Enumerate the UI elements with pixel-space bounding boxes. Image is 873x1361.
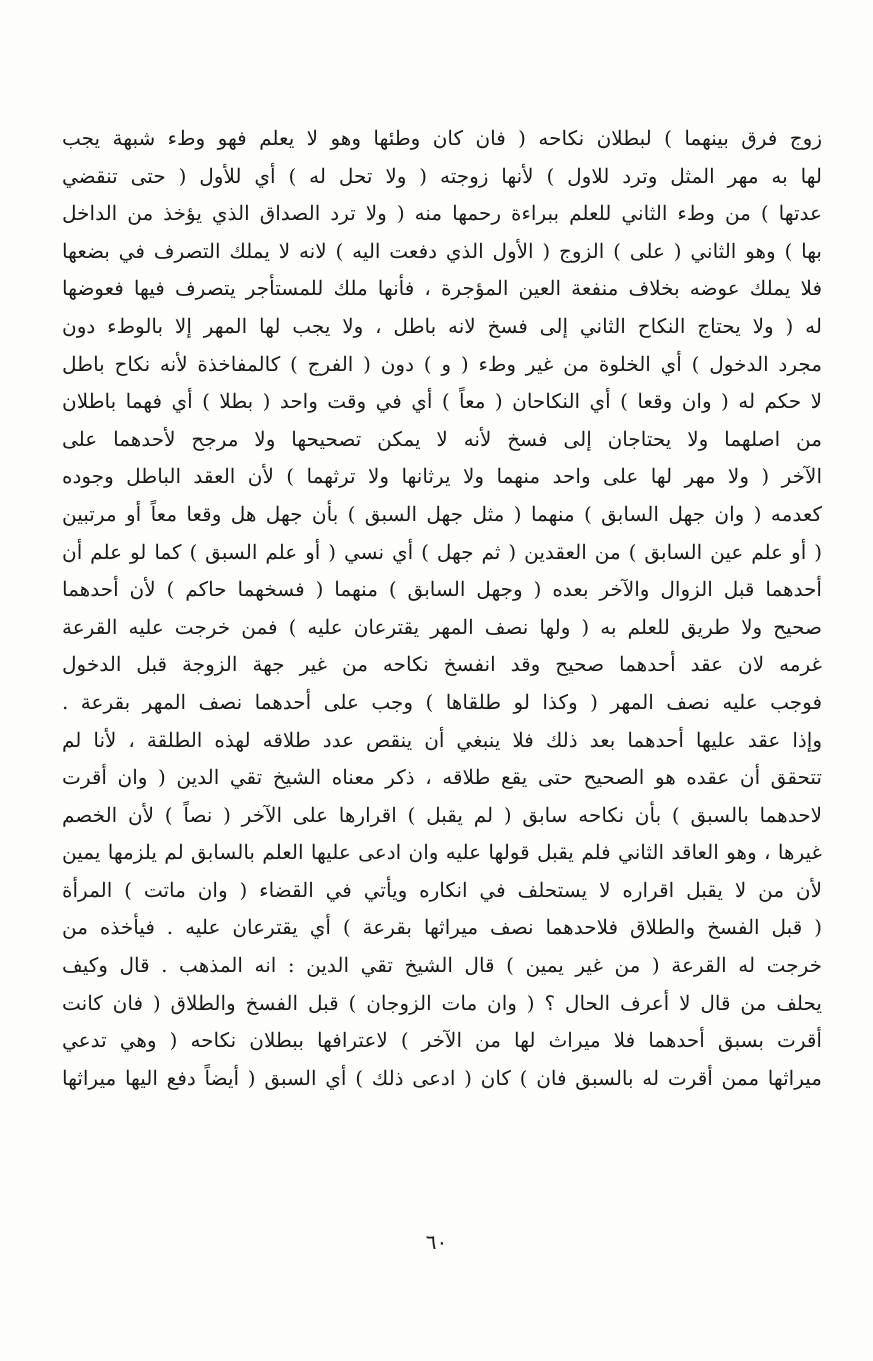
text-line: صحيح ولا طريق للعلم به ( ولها نصف المهر يقترعان عليه ) فمن خرجت عليه القرعة: [62, 614, 822, 639]
text-line: أقرت بسبق أحدهما فلا ميراث لها من الآخر ) لاعترافها ببطلان نكاحه ( وهي تدعي: [62, 1028, 822, 1053]
text-line: له ( ولا يحتاج النكاح الثاني إلى فسخ لانه باطل ، ولا يجب لها المهر إلا بالوطء دون: [62, 313, 822, 338]
text-line: لأن من لا يقبل اقراره لا يستحلف في انكاره ويأتي في القضاء ( وان ماتت ) المرأة: [62, 877, 822, 902]
text-line: تتحقق أن عقده هو الصحيح حتى يقع طلاقه ، ذكر معناه الشيخ تقي الدين ( وان أقرت: [62, 765, 822, 790]
text-line: الآخر ( ولا مهر لها على واحد منهما ولا يرثانها ولا ترثهما ) لأن العقد الباطل وجوده: [62, 464, 822, 489]
text-line: خرجت له القرعة ( من غير يمين ) قال الشيخ تقي الدين : انه المذهب . قال وكيف: [62, 953, 822, 978]
text-line: ( أو علم عين السابق ) من العقدين ( ثم جهل ) أي نسي ( أو علم السبق ) كما لو علم أن: [62, 539, 822, 564]
text-line: أحدهما قبل الزوال والآخر بعده ( وجهل السابق ) منهما ( فسخهما حاكم ) لأن أحدهما: [62, 577, 822, 602]
text-line: ( قبل الفسخ والطلاق فلاحدهما نصف ميراثها بقرعة ) أي يقترعان عليه . فيأخذه من: [62, 915, 822, 940]
text-line: عدتها ) من وطء الثاني للعلم ببراءة رحمها منه ( ولا ترد الصداق الذي يؤخذ من الداخل: [62, 201, 822, 226]
text-line: مجرد الدخول ) أي الخلوة من غير وطء ( و ) دون ( الفرج ) كالمفاخذة لأنه نكاح باطل: [62, 351, 822, 376]
text-line: ميراثها ممن أقرت له بالسبق فان ) كان ( ادعى ذلك ) أي السبق ( أيضاً دفع اليها ميراثها: [62, 1065, 822, 1090]
text-line: فلا يملك عوضه بخلاف منفعة العين المؤجرة ، فأنها ملك للمستأجر يتصرف فيها فعوضها: [62, 276, 822, 301]
text-line: غيرها ، وهو العاقد الثاني فلم يقبل قولها عليه وان ادعى عليها العلم بالسابق لم يلزمها يمين: [62, 840, 822, 865]
text-line: لاحدهما بالسبق ) بأن نكاحه سابق ( لم يقبل ) اقرارها على الآخر ( نصاً ) لأن الخصم: [62, 802, 822, 827]
text-line: فوجب عليه نصف المهر ( وكذا لو طلقاها ) وجب على أحدهما نصف المهر بقرعة .: [62, 689, 822, 714]
text-line: كعدمه ( وان جهل السابق ) منهما ( مثل جهل السبق ) بأن جهل هل وقعا معاً أو مرتبين: [62, 501, 822, 526]
text-line: بها ) وهو الثاني ( على ) الزوج ( الأول الذي دفعت اليه ) لانه لا يملك التصرف في بضعها: [62, 238, 822, 263]
text-line: يحلف من قال لا أعرف الحال ؟ ( وان مات الزوجان ) قبل الفسخ والطلاق ( فان كانت: [62, 990, 822, 1015]
page-number: ٦٠: [425, 1230, 448, 1254]
text-line: من اصلهما ولا يحتاجان إلى فسخ لأنه لا يمكن تصحيحها ولا مرجح لأحدهما على: [62, 426, 822, 451]
text-line: لا حكم له ( وان وقعا ) أي النكاحان ( معاً ) أي في وقت واحد ( بطلا ) أي فهما باطلان: [62, 389, 822, 414]
text-line: وإذا عقد عليها أحدهما بعد ذلك فلا ينبغي أن ينقص عدد طلاقه لهذه الطلقة ، لأنا لم: [62, 727, 822, 752]
text-line: زوج فرق بينهما ) لبطلان نكاحه ( فان كان وطئها وهو لا يعلم فهو وطء شبهة يجب: [62, 126, 822, 150]
text-line: لها به مهر المثل وترد للاول ) لأنها زوجته ( ولا تحل له ) أي للأول ( حتى تنقضي: [62, 163, 822, 188]
body-text: [62, 120, 822, 1097]
text-line: غرمه لان عقد أحدهما صحيح وقد انفسخ نكاحه من غير جهة الزوجة قبل الدخول: [62, 652, 822, 677]
